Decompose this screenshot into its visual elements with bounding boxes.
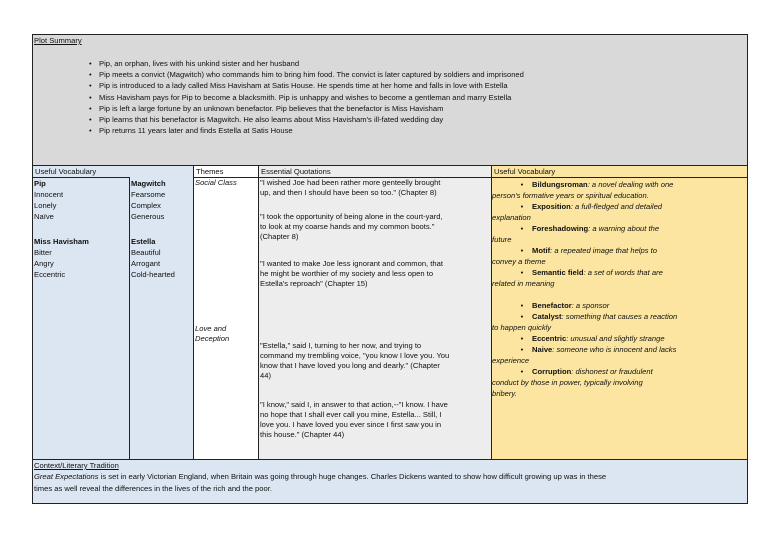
plot-bullet: • Pip returns 11 years later and finds Estella at Satis House — [89, 125, 524, 136]
plot-summary-heading: Plot Summary — [34, 36, 82, 45]
character-trait: Angry — [34, 259, 54, 268]
character-trait: Beautiful — [131, 248, 161, 257]
quote-line: command my trembling voice, "you know I love you. You — [260, 351, 450, 361]
quote-line: he might be worthier of my society and less open to — [260, 269, 434, 279]
character-trait: Arrogant — [131, 259, 161, 268]
quote-line: "I took the opportunity of being alone in the court-yard, — [260, 212, 443, 221]
plot-summary-section — [32, 34, 748, 166]
glossary-item: • Eccentric: unusual and slightly strange — [520, 334, 665, 343]
glossary-item: • Bildungsroman: a novel dealing with one person's formative years or spiritual education. — [492, 180, 674, 200]
themes-column — [194, 166, 259, 459]
character-magwitch — [131, 178, 166, 222]
quotations-heading: Essential Quotations — [259, 166, 491, 178]
quote-line: "I wished Joe had been rather more genteelly brought — [260, 178, 441, 187]
main-grid — [32, 166, 748, 460]
glossary-item: • Exposition: a full-fledged and detailed explanation — [492, 202, 663, 222]
glossary-heading: Useful Vocabulary — [492, 166, 747, 178]
glossary-item: • Corruption: dishonest or fraudulent conduct by those in power, typically involving bribery. — [492, 367, 653, 398]
plot-bullet: • Pip meets a convict (Magwitch) who commands him to bring him food. The convict is later captured by soldiers and imprisoned — [89, 69, 524, 80]
plot-summary-list — [89, 58, 524, 136]
quote-4 — [260, 341, 489, 381]
character-havisham — [34, 236, 89, 280]
quote-line: (Chapter 8) — [260, 232, 299, 242]
theme-social-class: Social Class — [195, 178, 237, 187]
quote-line: to look at my coarse hands and my common boots." — [260, 222, 435, 232]
quote-2 — [260, 212, 489, 242]
character-name: Estella — [131, 237, 156, 246]
character-trait: Innocent — [34, 190, 64, 199]
character-name: Magwitch — [131, 179, 166, 188]
glossary-list — [492, 179, 743, 399]
themes-heading: Themes — [194, 166, 258, 178]
glossary-item: • Benefactor: a sponsor — [520, 301, 610, 310]
character-trait: Lonely — [34, 201, 57, 210]
character-trait: Eccentric — [34, 270, 66, 279]
character-trait: Complex — [131, 201, 161, 210]
quote-line: no hope that I shall ever call you mine, Estella... Still, I — [260, 410, 442, 420]
context-heading: Context/Literary Tradition — [34, 461, 119, 470]
context-line: is set in early Victorian England, when Britain was going through huge changes. Charles Dickens wanted to show how difficult growing up was in these — [98, 472, 607, 482]
revision-sheet — [32, 34, 748, 504]
glossary-item: • Catalyst: something that causes a reaction to happen quickly — [492, 312, 678, 332]
character-trait: Fearsome — [131, 190, 166, 199]
context-line: times as well reveal the differences in the lives of the rich and the poor. — [34, 483, 272, 493]
quote-5 — [260, 400, 489, 440]
quotations-column — [259, 166, 492, 459]
plot-bullet: • Pip, an orphan, lives with his unkind sister and her husband — [89, 58, 524, 69]
book-title: Great Expectations — [34, 472, 99, 482]
useful-vocabulary-heading: Useful Vocabulary — [33, 166, 193, 178]
quote-3 — [260, 259, 489, 289]
quote-line: Estella's reproach" (Chapter 15) — [260, 279, 368, 289]
theme-line: Love and — [195, 324, 227, 333]
plot-bullet: • Pip is left a large fortune by an unknown benefactor. Pip believes that the benefactor is Miss Havisham — [89, 103, 524, 114]
plot-bullet: • Pip learns that his benefactor is Magwitch. He also learns about Miss Havisham's ill-fated wedding day — [89, 114, 524, 125]
character-name: Miss Havisham — [34, 237, 89, 246]
plot-bullet: • Miss Havisham pays for Pip to become a blacksmith. Pip is unhappy and wishes to become a gentleman and marry Estella — [89, 92, 524, 103]
context-section — [32, 460, 748, 504]
context-text — [34, 471, 746, 494]
theme-line: Deception — [195, 334, 230, 344]
glossary-item: • Naive: someone who is innocent and lacks experience — [492, 345, 677, 365]
glossary-item: • Foreshadowing: a warning about the future — [492, 224, 660, 244]
character-trait: Cold-hearted — [131, 270, 175, 279]
character-trait: Generous — [131, 212, 165, 221]
glossary-column — [492, 166, 747, 459]
vocab-column-left-b — [130, 166, 194, 459]
quote-1 — [260, 178, 489, 198]
character-trait: Bitter — [34, 248, 52, 257]
character-estella — [131, 236, 175, 280]
quote-line: "Estella," said I, turning to her now, and trying to — [260, 341, 422, 350]
glossary-item: • Semantic field: a set of words that are related in meaning — [492, 268, 663, 288]
theme-love-deception — [195, 324, 229, 344]
quote-line: "I wanted to make Joe less ignorant and common, that — [260, 259, 443, 268]
character-trait: Naïve — [34, 212, 54, 221]
plot-bullet: • Pip is introduced to a lady called Miss Havisham at Satis House. He spends time at her home and falls in love with Estella — [89, 80, 524, 91]
quote-line: "I know," said I, in answer to that action,--"I know. I have — [260, 400, 448, 409]
quote-line: know that I have loved you long and dearly." (Chapter — [260, 361, 440, 371]
vocab-column-left-a — [33, 166, 130, 459]
quote-line: 44) — [260, 371, 271, 381]
character-pip — [34, 178, 63, 222]
glossary-item: • Motif: a repeated image that helps to convey a theme — [492, 246, 657, 266]
character-name: Pip — [34, 179, 46, 188]
quote-line: up, and then I should have been so too." (Chapter 8) — [260, 188, 437, 198]
quote-line: love you. I have loved you ever since I first saw you in — [260, 420, 442, 430]
quote-line: this house." (Chapter 44) — [260, 430, 345, 440]
